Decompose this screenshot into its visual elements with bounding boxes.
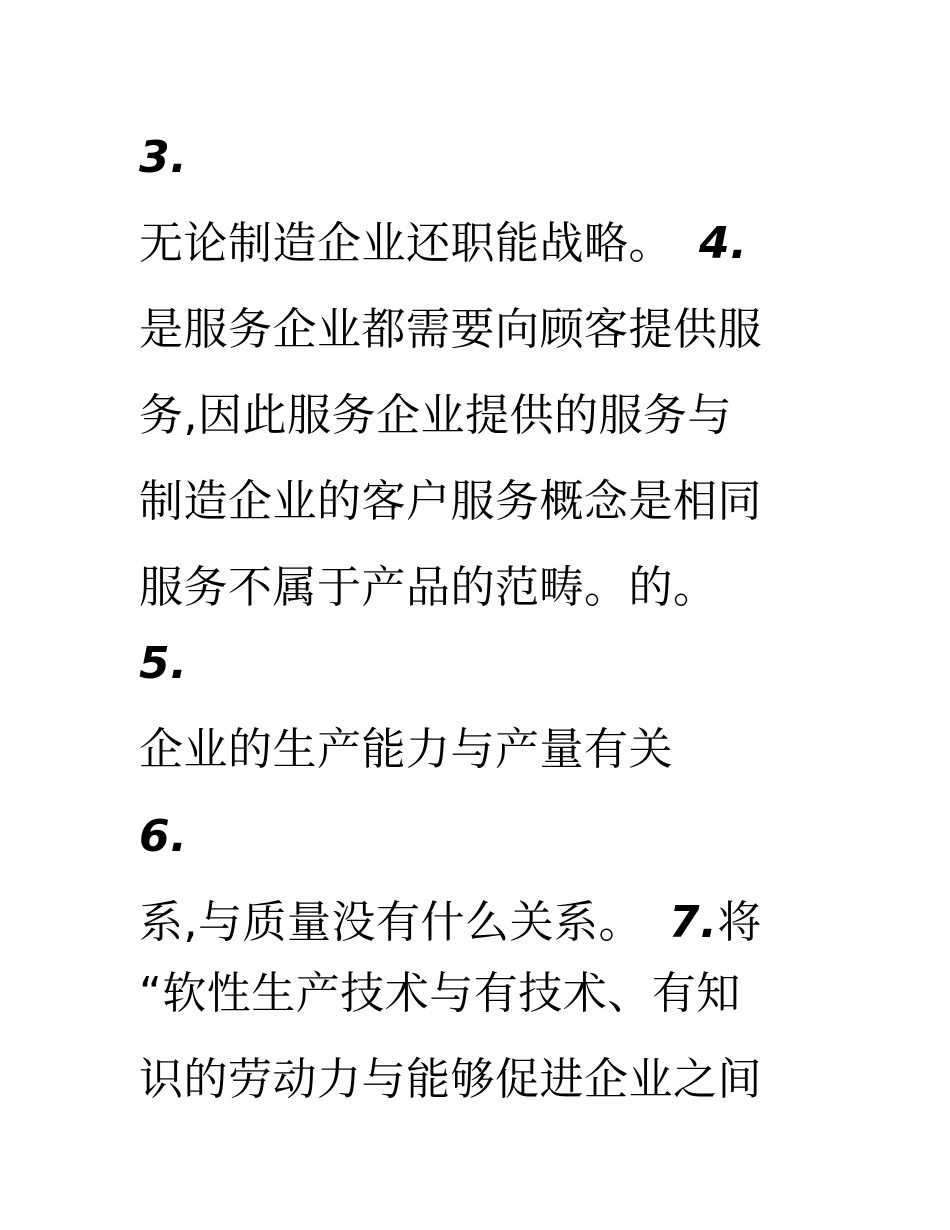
item-number-3 <box>139 132 188 183</box>
item-number-5 <box>139 638 188 689</box>
number-6: 6. <box>139 811 188 862</box>
line-9-text: 识的劳动力与能够促进企业之间 <box>139 1054 762 1105</box>
text-line-4 <box>139 476 762 527</box>
text-line-8 <box>139 968 741 1019</box>
line-8-text: “软性生产技术与有技术、有知 <box>139 968 741 1019</box>
text-line-6 <box>139 724 673 775</box>
line-7-tail: 将 <box>717 897 762 948</box>
number-3: 3. <box>139 132 188 183</box>
line-4-text: 制造企业的客户服务概念是相同 <box>139 476 762 527</box>
number-5: 5. <box>139 638 188 689</box>
text-line-2 <box>139 304 762 355</box>
text-line-5 <box>139 562 718 613</box>
text-line-3 <box>139 390 732 441</box>
number-4: 4. <box>699 218 748 269</box>
line-3-text: 务,因此服务企业提供的服务与 <box>139 390 732 441</box>
item-number-6 <box>139 811 188 862</box>
text-line-7 <box>139 897 762 948</box>
number-7: 7. <box>669 897 718 948</box>
line-2-text: 是服务企业都需要向顾客提供服 <box>139 304 762 355</box>
text-line-9 <box>139 1054 762 1105</box>
line-5-text: 服务不属于产品的范畴。的。 <box>139 562 718 613</box>
line-6-text: 企业的生产能力与产量有关 <box>139 724 673 775</box>
line-1-text: 无论制造企业还职能战略。 <box>139 218 673 269</box>
line-7-text: 系,与质量没有什么关系。 <box>139 897 643 948</box>
text-line-1 <box>139 218 748 269</box>
